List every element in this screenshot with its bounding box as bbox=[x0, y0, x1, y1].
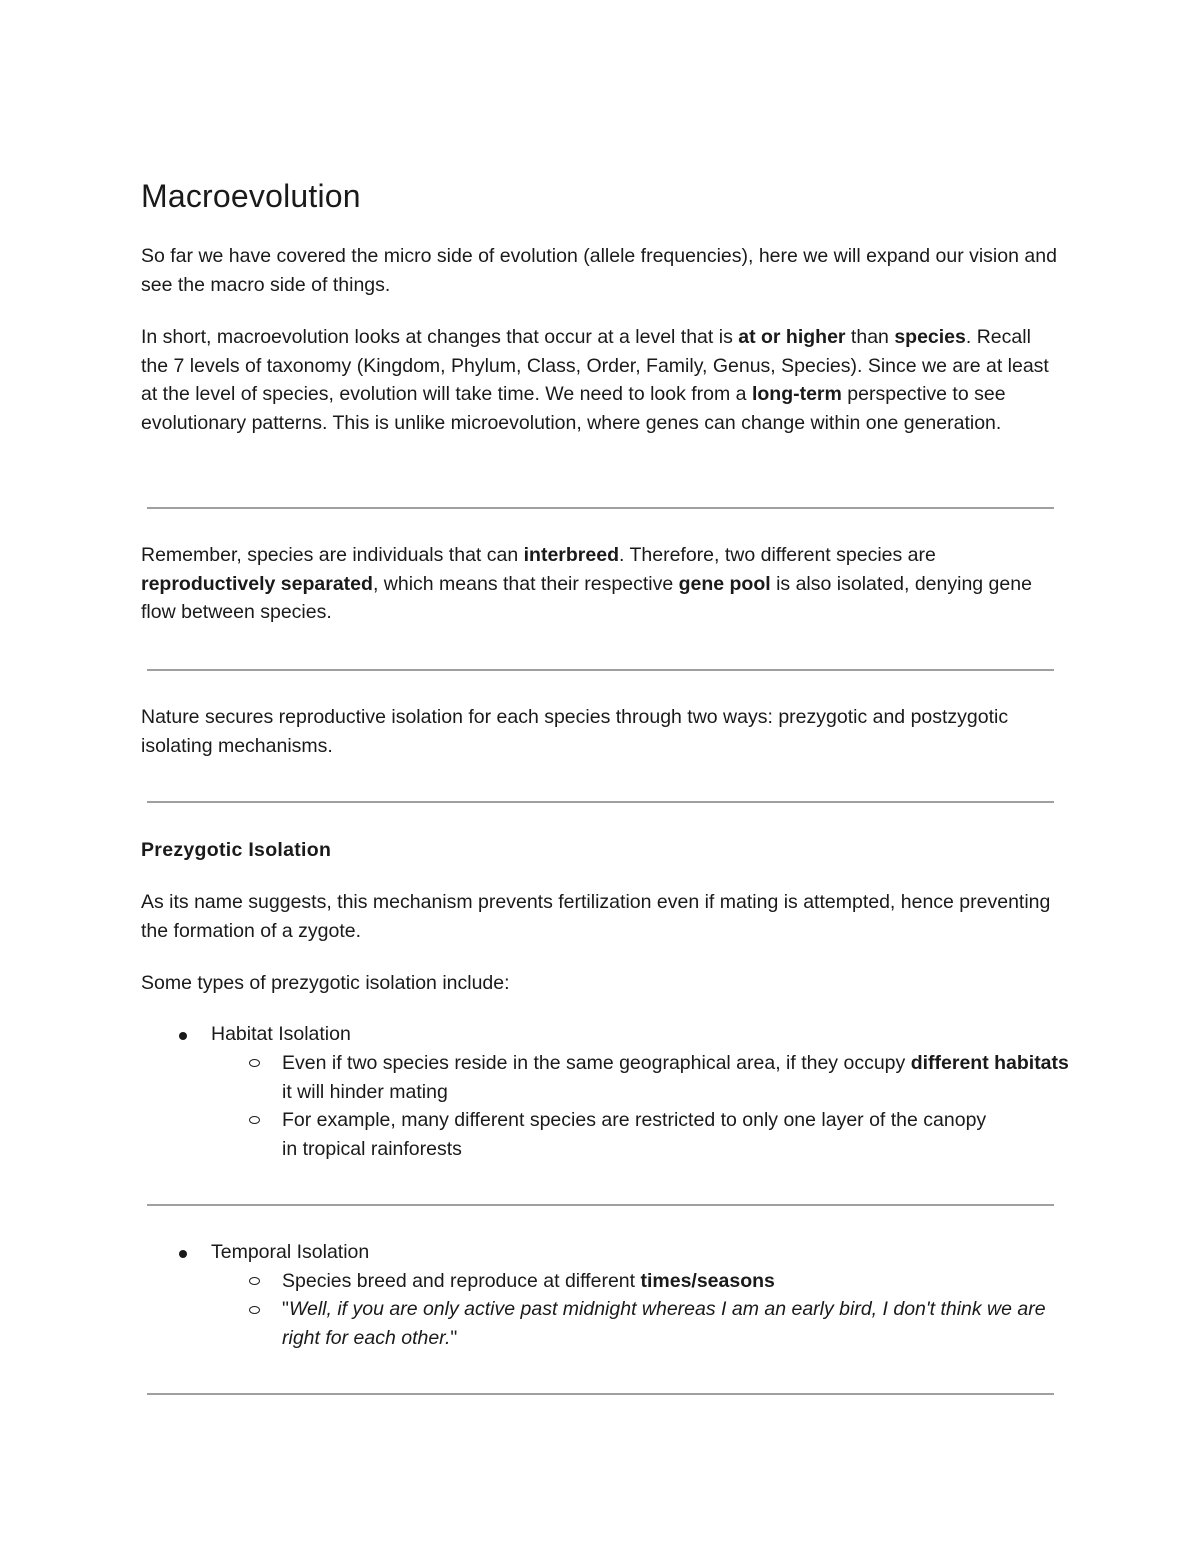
bold-term-long-term: long-term bbox=[751, 383, 842, 406]
intro-paragraph-2 bbox=[141, 323, 1061, 437]
text-run: than bbox=[845, 326, 895, 348]
text-run: . Recall the 7 levels of taxonomy (Kingdom, Phylum, Class, Order, Family, Genus, Species). Since we are at least at the level of species, evolution will take time. We need to look from a bbox=[141, 326, 1049, 406]
list-item-habitat-isolation: Habitat Isolation bbox=[211, 1023, 351, 1045]
quote-mark: " bbox=[450, 1326, 458, 1349]
habitat-subpoint-1 bbox=[282, 1049, 1072, 1106]
text-run: is also isolated, denying gene flow between species. bbox=[141, 572, 1032, 624]
prezygotic-description: As its name suggests, this mechanism prevents fertilization even if mating is attempted, hence preventing the formation of a zygote. bbox=[141, 891, 1051, 942]
isolation-intro-paragraph: Nature secures reproductive isolation for each species through two ways: prezygotic and postzygotic isolating mechanisms. bbox=[141, 706, 1009, 757]
habitat-subpoint-2: For example, many different species are restricted to only one layer of the canopy in tropical rainforests bbox=[282, 1109, 987, 1160]
list-item-temporal-isolation: Temporal Isolation bbox=[211, 1241, 370, 1263]
text-run: , which means that their respective bbox=[372, 572, 679, 595]
section-heading-prezygotic: Prezygotic Isolation bbox=[141, 839, 332, 861]
temporal-subpoint-1 bbox=[282, 1267, 1072, 1296]
types-intro: Some types of prezygotic isolation include: bbox=[141, 972, 510, 994]
bold-term-times-seasons: times/seasons bbox=[640, 1270, 775, 1292]
quote-mark: " bbox=[282, 1298, 289, 1320]
horizontal-divider bbox=[147, 1393, 1054, 1395]
horizontal-divider bbox=[147, 1204, 1054, 1206]
text-run: In short, macroevolution looks at changes that occur at a level that is bbox=[141, 326, 739, 348]
text-run: it will hinder mating bbox=[282, 1080, 448, 1103]
bullet-ring-icon bbox=[249, 1306, 260, 1314]
intro-paragraph-1: So far we have covered the micro side of evolution (allele frequencies), here we will expand our vision and see the macro side of things. bbox=[141, 245, 1057, 296]
bullet-ring-icon bbox=[249, 1059, 260, 1067]
bullet-dot-icon bbox=[179, 1032, 187, 1040]
bold-term-gene-pool: gene pool bbox=[678, 572, 771, 595]
horizontal-divider bbox=[147, 507, 1054, 509]
page-title: Macroevolution bbox=[141, 178, 361, 214]
text-run: Remember, species are individuals that can bbox=[141, 544, 524, 566]
bullet-ring-icon bbox=[249, 1116, 260, 1124]
bold-term-at-or-higher: at or higher bbox=[738, 326, 846, 348]
text-run: . Therefore, two different species are bbox=[618, 544, 936, 566]
horizontal-divider bbox=[147, 801, 1054, 803]
temporal-subpoint-2-quote bbox=[282, 1295, 1072, 1352]
text-run: Species breed and reproduce at different bbox=[282, 1270, 641, 1292]
bold-term-reproductively-separated: reproductively separated bbox=[141, 572, 373, 595]
species-paragraph bbox=[141, 541, 1061, 627]
bold-term-species: species bbox=[894, 326, 966, 348]
bold-term-different-habitats: different habitats bbox=[910, 1052, 1069, 1074]
italic-quote: Well, if you are only active past midnight whereas I am an early bird, I don't think we are right for each other. bbox=[282, 1298, 1046, 1349]
bullet-dot-icon bbox=[179, 1250, 187, 1258]
bullet-ring-icon bbox=[249, 1277, 260, 1285]
bold-term-interbreed: interbreed bbox=[523, 544, 619, 566]
text-run: perspective to see evolutionary patterns. This is unlike microevolution, where genes can change within one generation. bbox=[141, 383, 1006, 434]
text-run: Even if two species reside in the same geographical area, if they occupy bbox=[282, 1052, 911, 1074]
horizontal-divider bbox=[147, 669, 1054, 671]
